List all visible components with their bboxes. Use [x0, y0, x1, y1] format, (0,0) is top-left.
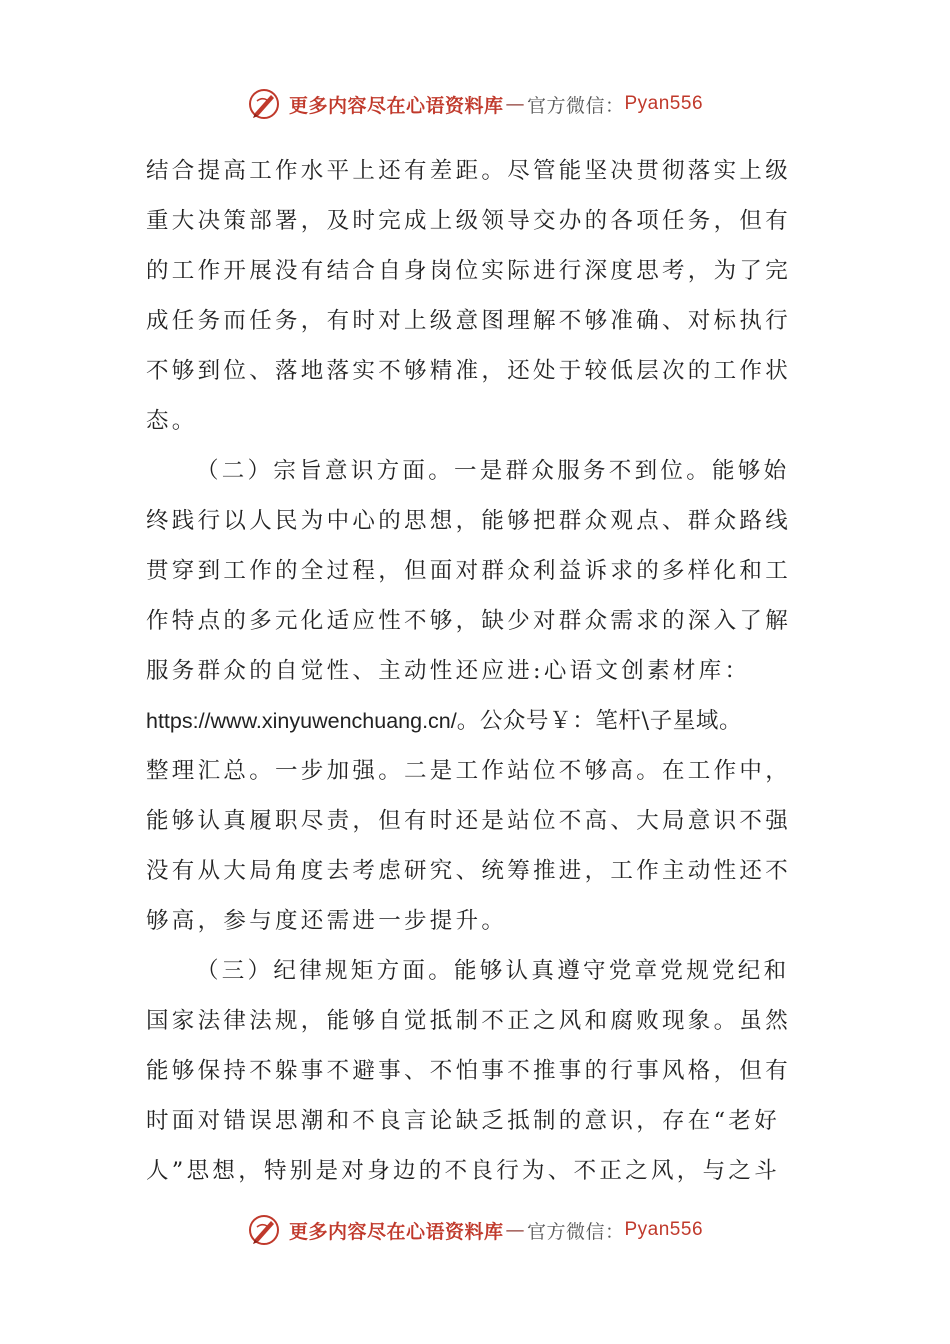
watermark-dash: —	[505, 1219, 525, 1241]
text-line: 作特点的多元化适应性不够，缺少对群众需求的深入了解	[146, 608, 792, 634]
text-line: 能够认真履职尽责，但有时还是站位不高、大局意识不强	[146, 808, 792, 834]
text-line: 整理汇总。一步加强。二是工作站位不够高。在工作中，	[146, 758, 792, 784]
text-line: 人”思想，特别是对身边的不良行为、不正之风，与之斗	[146, 1158, 781, 1184]
text-line: 服务群众的自觉性、主动性还应进:心语文创素材库：	[146, 658, 751, 684]
watermark-id: Pyan556	[624, 1219, 704, 1240]
watermark-brand: 更多内容尽在心语资料库	[288, 1220, 504, 1243]
watermark-sub: 官方微信：	[526, 1220, 625, 1243]
pen-logo-icon	[247, 1213, 281, 1247]
watermark-dash: —	[505, 93, 525, 115]
watermark-sub: 官方微信：	[526, 94, 625, 117]
section-heading-line: （三）纪律规矩方面。能够认真遵守党章党规党纪和	[196, 958, 790, 984]
watermark-text	[289, 1217, 703, 1244]
text-line: 国家法律法规，能够自觉抵制不正之风和腐败现象。虽然	[146, 1008, 792, 1034]
text-line: 成任务而任务，有时对上级意图理解不够准确、对标执行	[146, 308, 792, 334]
website-url: https://www.xinyuwenchuang.cn/	[146, 709, 457, 733]
text-line: 没有从大局角度去考虑研究、统筹推进，工作主动性还不	[146, 858, 792, 884]
text-line: 够高，参与度还需进一步提升。	[146, 908, 508, 934]
watermark-text	[289, 91, 703, 118]
text-line: 重大决策部署，及时完成上级领导交办的各项任务，但有	[146, 208, 792, 234]
header-watermark	[0, 82, 950, 126]
footer-watermark	[0, 1208, 950, 1252]
text-line: 能够保持不躲事不避事、不怕事不推事的行事风格，但有	[146, 1058, 792, 1084]
watermark-brand: 更多内容尽在心语资料库	[288, 94, 504, 117]
document-body	[146, 146, 810, 1196]
text-line: 的工作开展没有结合自身岗位实际进行深度思考，为了完	[146, 258, 792, 284]
section-heading-line: （二）宗旨意识方面。一是群众服务不到位。能够始	[196, 458, 790, 484]
pen-logo-icon	[247, 87, 281, 121]
watermark-id: Pyan556	[624, 93, 704, 114]
url-line	[146, 696, 810, 746]
text-line: 贯穿到工作的全过程，但面对群众利益诉求的多样化和工	[146, 558, 792, 584]
text-line: 态。	[146, 408, 198, 434]
text-line: 不够到位、落地落实不够精准，还处于较低层次的工作状	[146, 358, 792, 384]
text-line: 终践行以人民为中心的思想，能够把群众观点、群众路线	[146, 508, 792, 534]
text-line: 时面对错误思潮和不良言论缺乏抵制的意识，存在“老好	[146, 1108, 781, 1134]
url-suffix: 。公众号￥：笔杆\子星域。	[456, 708, 743, 734]
text-line: 结合提高工作水平上还有差距。尽管能坚决贯彻落实上级	[146, 158, 792, 184]
